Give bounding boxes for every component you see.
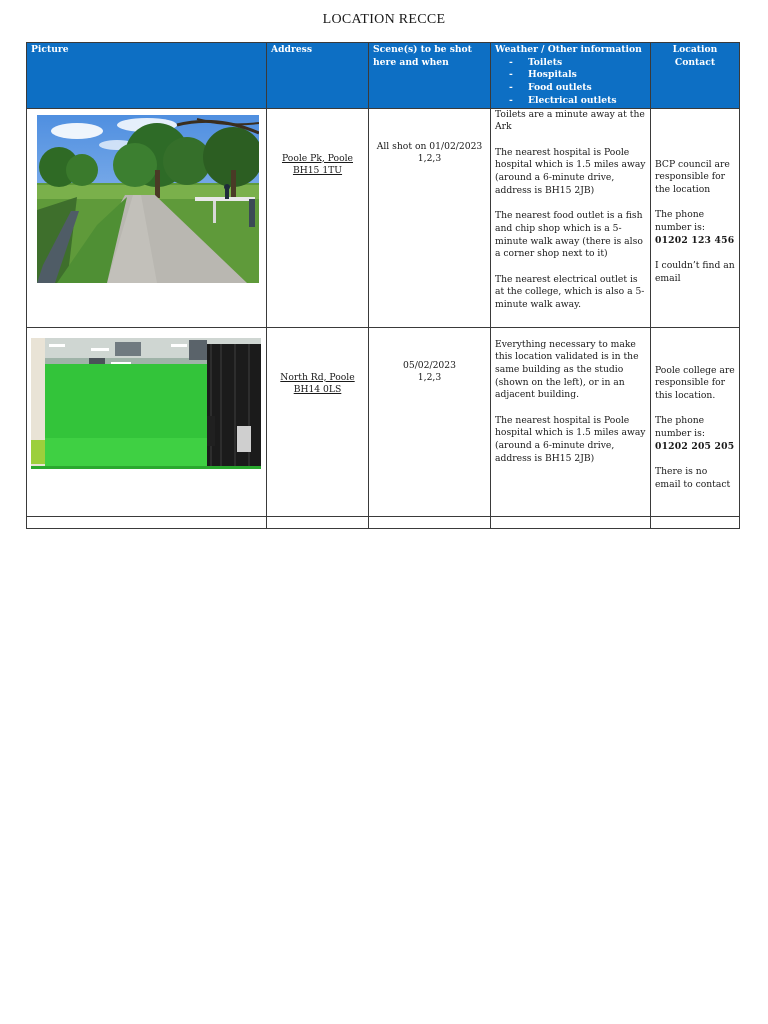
address-cell	[267, 327, 369, 516]
header-address: Address	[267, 43, 369, 109]
info-paragraph: The nearest hospital is Poole hospital which is 1.5 miles away (around a 6-minute drive, address is BH15 2JB)	[495, 414, 646, 464]
address-postcode: BH15 1TU	[292, 165, 343, 177]
contact-cell	[651, 327, 740, 516]
header-weather	[491, 43, 651, 109]
info-cell	[491, 108, 651, 327]
info-paragraph: The nearest food outlet is a fish and chip shop which is a 5-minute walk away (there is also a corner shop next to it)	[495, 210, 643, 260]
contact-lead: BCP council are responsible for the location	[655, 158, 730, 195]
empty-cell	[267, 516, 369, 528]
empty-cell	[369, 516, 491, 528]
header-picture: Picture	[27, 43, 267, 109]
info-cell	[491, 327, 651, 516]
green-screen-studio-photo	[31, 338, 261, 469]
contact-phone-label: The phone number is:	[655, 209, 705, 234]
contact-phone-label: The phone number is:	[655, 415, 705, 440]
info-paragraph: Toilets are a minute away at the Ark	[495, 108, 645, 133]
list-item: - Electrical outlets	[509, 95, 646, 108]
empty-cell	[651, 516, 740, 528]
info-paragraph: Everything necessary to make this location validated is in the same building as the studio (shown on the left), or in an adjacent building.	[495, 338, 639, 401]
info-paragraph: The nearest electrical outlet is at the college, which is also a 5-minute walk away.	[495, 273, 645, 311]
empty-cell	[491, 516, 651, 528]
location-recce-table	[26, 42, 740, 529]
header-contact: Location Contact	[651, 43, 740, 109]
contact-phone: 01202 123 456	[655, 234, 735, 246]
address-line: North Rd, Poole	[280, 371, 355, 383]
address-cell	[267, 108, 369, 327]
info-paragraph: The nearest hospital is Poole hospital which is 1.5 miles away (around a 6-minute drive, address is BH15 2JB)	[495, 146, 646, 196]
list-item: - Toilets	[509, 57, 646, 70]
scene-date: All shot on 01/02/2023	[376, 140, 483, 152]
contact-lead: Poole college are responsible for this location.	[655, 364, 735, 401]
scene-date: 05/02/2023	[403, 359, 456, 371]
picture-cell	[27, 108, 267, 327]
scene-cell	[369, 108, 491, 327]
contact-cell	[651, 108, 740, 327]
header-weather-label: Weather / Other information	[495, 44, 642, 55]
list-item: - Food outlets	[509, 82, 646, 95]
contact-note: There is no email to contact	[655, 466, 731, 490]
address-line: Poole Pk, Poole	[281, 152, 353, 164]
scene-numbers: 1,2,3	[417, 372, 442, 384]
park-path-photo	[37, 115, 259, 283]
header-scenes: Scene(s) to be shot here and when	[369, 43, 491, 109]
page-title: LOCATION RECCE	[322, 12, 446, 27]
header-weather-list	[495, 57, 646, 108]
list-item: - Hospitals	[509, 69, 646, 82]
table-row	[27, 108, 740, 327]
contact-note: I couldn’t find an email	[655, 260, 735, 284]
empty-cell	[27, 516, 267, 528]
scene-numbers: 1,2,3	[417, 153, 442, 165]
contact-phone: 01202 205 205	[655, 440, 735, 452]
table-row-empty	[27, 516, 740, 528]
scene-cell	[369, 327, 491, 516]
address-postcode: BH14 0LS	[293, 384, 342, 396]
picture-cell	[27, 327, 267, 516]
header-row	[27, 43, 740, 109]
table-row	[27, 327, 740, 516]
